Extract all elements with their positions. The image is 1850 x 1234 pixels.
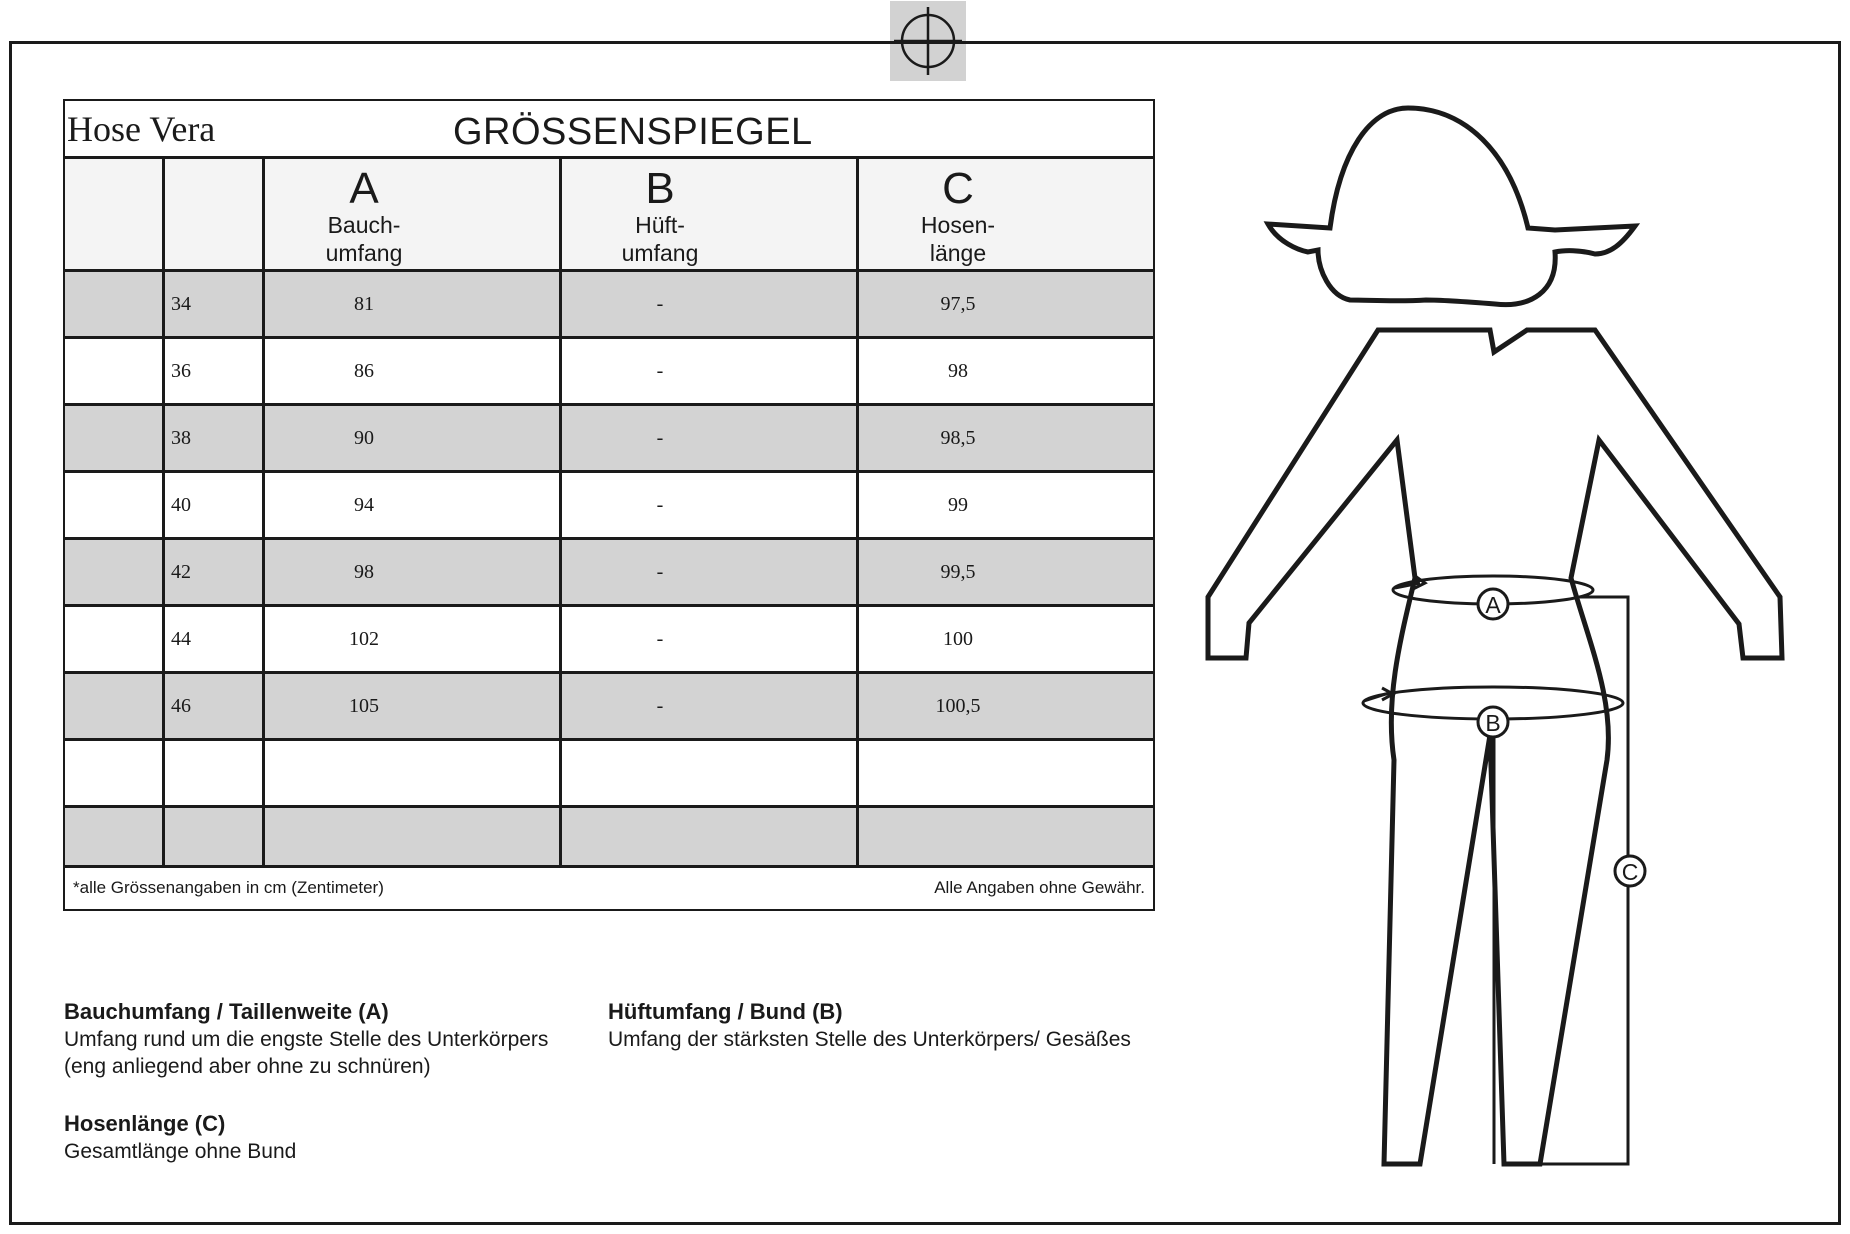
table-header-row: [65, 159, 1153, 272]
column-divider: [262, 159, 265, 868]
table-row: [65, 607, 1153, 674]
value-b-cell: -: [656, 427, 664, 449]
size-cell: 40: [171, 494, 191, 516]
table-row: [65, 272, 1153, 339]
table-title-row: [65, 101, 1153, 159]
value-b-cell: -: [656, 628, 664, 650]
description-c-title: Hosenlänge (C): [64, 1111, 226, 1136]
table-row: [65, 674, 1153, 741]
value-a-cell: 90: [354, 427, 374, 449]
value-b-cell: -: [656, 360, 664, 382]
value-c-cell: 97,5: [940, 293, 976, 315]
column-letter: C: [942, 164, 974, 213]
table-row: [65, 339, 1153, 406]
table-row: [65, 473, 1153, 540]
description-a: [64, 998, 548, 1080]
column-label: Hüft- umfang: [621, 212, 699, 266]
value-c-cell: 100,5: [935, 695, 981, 717]
value-b-cell: [561, 808, 759, 872]
value-c-cell: 98,5: [940, 427, 976, 449]
value-c-cell: [858, 808, 1058, 872]
value-b-cell: [561, 741, 759, 805]
value-b-cell: -: [656, 293, 664, 315]
value-b-cell: -: [656, 695, 664, 717]
value-c-cell: [858, 741, 1058, 805]
description-b: [608, 998, 1131, 1053]
value-c-cell: 100: [943, 628, 973, 650]
column-divider: [162, 159, 165, 868]
value-c-cell: 99,5: [940, 561, 976, 583]
column-header-b: [561, 159, 759, 269]
marker-a: [1478, 589, 1508, 619]
value-a-cell: [264, 808, 464, 872]
chart-title: GRÖSSENSPIEGEL: [453, 111, 813, 153]
value-a-cell: 98: [354, 561, 374, 583]
size-cell: 38: [171, 427, 191, 449]
column-header-c: [858, 159, 1058, 269]
body-figure: [1200, 95, 1800, 1175]
value-c-cell: 99: [948, 494, 968, 516]
table-row: [65, 406, 1153, 473]
value-a-cell: 102: [349, 628, 379, 650]
units-footnote: *alle Grössenangaben in cm (Zentimeter): [73, 878, 384, 897]
description-a-line1: Umfang rund um die engste Stelle des Unterkörpers: [64, 1028, 549, 1051]
marker-c-label: C: [1621, 859, 1639, 885]
size-cell: 46: [171, 695, 191, 717]
column-header-a: [264, 159, 464, 269]
description-b-title: Hüftumfang / Bund (B): [608, 999, 843, 1024]
value-b-cell: -: [656, 561, 664, 583]
column-divider: [559, 159, 562, 868]
size-cell: 34: [171, 293, 191, 315]
product-name: Hose Vera: [67, 109, 216, 149]
table-row: [65, 540, 1153, 607]
disclaimer-footnote: Alle Angaben ohne Gewähr.: [934, 878, 1145, 897]
size-cell: 44: [171, 628, 191, 650]
table-row: [65, 741, 1153, 808]
size-cell: 36: [171, 360, 191, 382]
value-b-cell: -: [656, 494, 664, 516]
description-a-title: Bauchumfang / Taillenweite (A): [64, 999, 389, 1024]
value-c-cell: 98: [948, 360, 968, 382]
marker-c: [1615, 856, 1645, 886]
column-letter: B: [645, 164, 675, 213]
description-a-line2: (eng anliegend aber ohne zu schnüren): [64, 1055, 431, 1078]
column-letter: A: [349, 164, 379, 213]
description-b-line1: Umfang der stärksten Stelle des Unterkörpers/ Gesäßes: [608, 1028, 1131, 1051]
head-outline: [1268, 108, 1635, 305]
table-row: [65, 808, 1153, 868]
size-cell: 42: [171, 561, 191, 583]
size-table: [63, 99, 1155, 911]
marker-b-label: B: [1485, 710, 1501, 736]
value-a-cell: 81: [354, 293, 374, 315]
value-a-cell: 105: [349, 695, 379, 717]
value-a-cell: 86: [354, 360, 374, 382]
column-divider: [856, 159, 859, 868]
column-label: Bauch- umfang: [325, 212, 403, 266]
column-label: Hosen- länge: [920, 212, 996, 266]
table-footer: [65, 868, 1153, 909]
description-c: [64, 1110, 296, 1165]
marker-b: [1478, 707, 1508, 737]
description-c-line1: Gesamtlänge ohne Bund: [64, 1140, 297, 1163]
value-a-cell: [264, 741, 464, 805]
value-a-cell: 94: [354, 494, 374, 516]
marker-a-label: A: [1485, 592, 1501, 618]
